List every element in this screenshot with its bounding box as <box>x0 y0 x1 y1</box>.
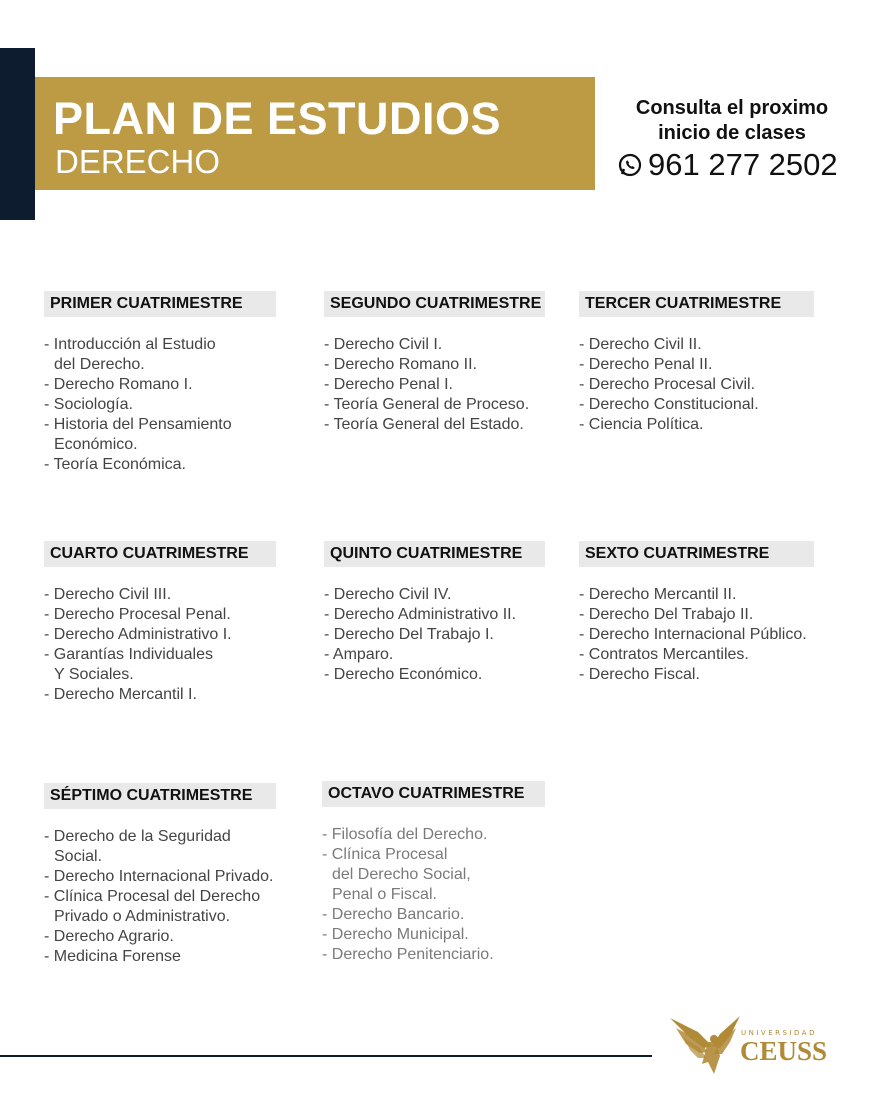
phone-number[interactable] <box>618 147 838 183</box>
course-item <box>44 625 276 645</box>
course-name: - Clínica Procesal <box>322 846 448 863</box>
course-name: - Teoría General de Proceso. <box>324 396 530 413</box>
course-name: - Derecho Civil III. <box>44 586 172 603</box>
course-name: - Derecho Penal II. <box>579 356 713 373</box>
course-name: - Introducción al Estudio <box>44 336 216 353</box>
semester-block <box>579 541 814 685</box>
course-name: - Ciencia Política. <box>579 416 704 433</box>
course-name: - Teoría Económica. <box>44 456 186 473</box>
course-item <box>322 925 545 945</box>
course-item <box>44 585 276 605</box>
course-item <box>44 395 276 415</box>
course-list <box>579 585 814 685</box>
course-name: - Derecho Administrativo II. <box>324 606 517 623</box>
course-item <box>579 355 814 375</box>
course-name: - Derecho Penitenciario. <box>322 946 494 963</box>
phone-text: 961 277 2502 <box>648 147 838 182</box>
course-item <box>322 945 545 965</box>
course-item <box>579 415 814 435</box>
course-name: - Derecho Procesal Civil. <box>579 376 756 393</box>
course-name-continued: Social. <box>54 848 103 865</box>
contact-line-1: Consulta el proximo <box>635 97 829 119</box>
course-name: - Derecho Agrario. <box>44 928 174 945</box>
course-name-continued: del Derecho. <box>54 356 145 373</box>
semester-block <box>44 291 276 475</box>
course-name: - Derecho Constitucional. <box>579 396 759 413</box>
course-item <box>44 375 276 395</box>
course-item <box>579 645 814 665</box>
course-name: - Derecho Municipal. <box>322 926 469 943</box>
whatsapp-icon <box>618 153 642 177</box>
course-name: - Derecho Del Trabajo II. <box>579 606 754 623</box>
course-item <box>579 605 814 625</box>
course-name: - Teoría General del Estado. <box>324 416 524 433</box>
course-name: - Filosofía del Derecho. <box>322 826 488 843</box>
course-name: - Medicina Forense <box>44 948 181 965</box>
course-item <box>44 927 276 947</box>
semester-title: TERCER CUATRIMESTRE <box>579 291 814 317</box>
course-item <box>324 625 545 645</box>
course-list <box>44 827 276 967</box>
course-item <box>44 947 276 967</box>
course-name: - Derecho Administrativo I. <box>44 626 232 643</box>
semester-title: QUINTO CUATRIMESTRE <box>324 541 545 567</box>
course-name: - Derecho Romano I. <box>44 376 193 393</box>
course-list <box>324 585 545 685</box>
course-name: - Contratos Mercantiles. <box>579 646 749 663</box>
course-item <box>44 415 276 455</box>
course-item <box>44 455 276 475</box>
course-item <box>324 585 545 605</box>
course-item <box>579 375 814 395</box>
semester-block <box>44 541 276 705</box>
course-item <box>44 605 276 625</box>
course-name-continued: Económico. <box>54 436 138 453</box>
course-item <box>324 665 545 685</box>
course-item <box>579 625 814 645</box>
semester-title: CUARTO CUATRIMESTRE <box>44 541 276 567</box>
course-name: - Derecho Mercantil I. <box>44 686 197 703</box>
logo-univ-text: UNIVERSIDAD <box>741 1029 817 1037</box>
course-list <box>324 335 545 435</box>
course-item <box>324 415 545 435</box>
course-item <box>579 335 814 355</box>
semester-title: PRIMER CUATRIMESTRE <box>44 291 276 317</box>
course-item <box>324 375 545 395</box>
course-name: - Derecho Internacional Privado. <box>44 868 274 885</box>
page-subtitle: DERECHO <box>55 143 221 180</box>
course-name: - Historia del Pensamiento <box>44 416 232 433</box>
course-item <box>324 395 545 415</box>
contact-line-2: inicio de clases <box>658 122 806 144</box>
logo-name: CEUSS <box>740 1036 828 1066</box>
course-name: - Derecho Internacional Público. <box>579 626 807 643</box>
course-name: - Derecho de la Seguridad <box>44 828 231 845</box>
course-item <box>44 827 276 867</box>
semester-block <box>579 291 814 435</box>
semester-title: SÉPTIMO CUATRIMESTRE <box>44 783 276 809</box>
semester-block <box>322 781 545 965</box>
semester-title: SEXTO CUATRIMESTRE <box>579 541 814 567</box>
semester-title: OCTAVO CUATRIMESTRE <box>322 781 545 807</box>
semester-block <box>324 541 545 685</box>
course-name: - Derecho Romano II. <box>324 356 477 373</box>
course-name: - Garantías Individuales <box>44 646 213 663</box>
course-item <box>324 355 545 375</box>
course-item <box>322 885 545 905</box>
title-band <box>35 77 595 190</box>
course-item <box>44 335 276 375</box>
course-name-continued: Y Sociales. <box>54 666 134 683</box>
course-name: - Derecho Económico. <box>324 666 483 683</box>
course-name: - Amparo. <box>324 646 394 663</box>
course-item <box>44 685 276 705</box>
course-name: - Derecho Civil IV. <box>324 586 452 603</box>
course-item <box>322 825 545 845</box>
semester-block <box>324 291 545 435</box>
contact-note <box>612 96 852 146</box>
footer-rule <box>0 1055 652 1057</box>
course-item <box>324 335 545 355</box>
course-item <box>44 887 276 927</box>
side-accent-bar <box>0 48 35 220</box>
course-item <box>579 395 814 415</box>
course-name: - Derecho Mercantil II. <box>579 586 737 603</box>
course-list <box>579 335 814 435</box>
course-item <box>324 645 545 665</box>
course-name: - Derecho Penal I. <box>324 376 453 393</box>
course-list <box>44 335 276 475</box>
course-name: - Sociología. <box>44 396 133 413</box>
course-name: - Derecho Civil II. <box>579 336 702 353</box>
course-name: - Derecho Del Trabajo I. <box>324 626 494 643</box>
course-item <box>322 905 545 925</box>
course-item <box>324 605 545 625</box>
course-name-continued: Penal o Fiscal. <box>332 886 437 903</box>
course-item <box>44 867 276 887</box>
course-list <box>322 825 545 965</box>
course-name: - Clínica Procesal del Derecho <box>44 888 261 905</box>
course-item <box>322 845 545 885</box>
page-title: PLAN DE ESTUDIOS <box>53 93 502 144</box>
course-name-continued: Privado o Administrativo. <box>54 908 231 925</box>
course-name: - Derecho Procesal Penal. <box>44 606 231 623</box>
course-name-continued: del Derecho Social, <box>332 866 471 883</box>
course-name: - Derecho Civil I. <box>324 336 443 353</box>
course-list <box>44 585 276 705</box>
course-item <box>579 665 814 685</box>
semester-title: SEGUNDO CUATRIMESTRE <box>324 291 545 317</box>
course-name: - Derecho Bancario. <box>322 906 465 923</box>
course-item <box>579 585 814 605</box>
course-item <box>44 645 276 685</box>
course-name: - Derecho Fiscal. <box>579 666 700 683</box>
semester-block <box>44 783 276 967</box>
